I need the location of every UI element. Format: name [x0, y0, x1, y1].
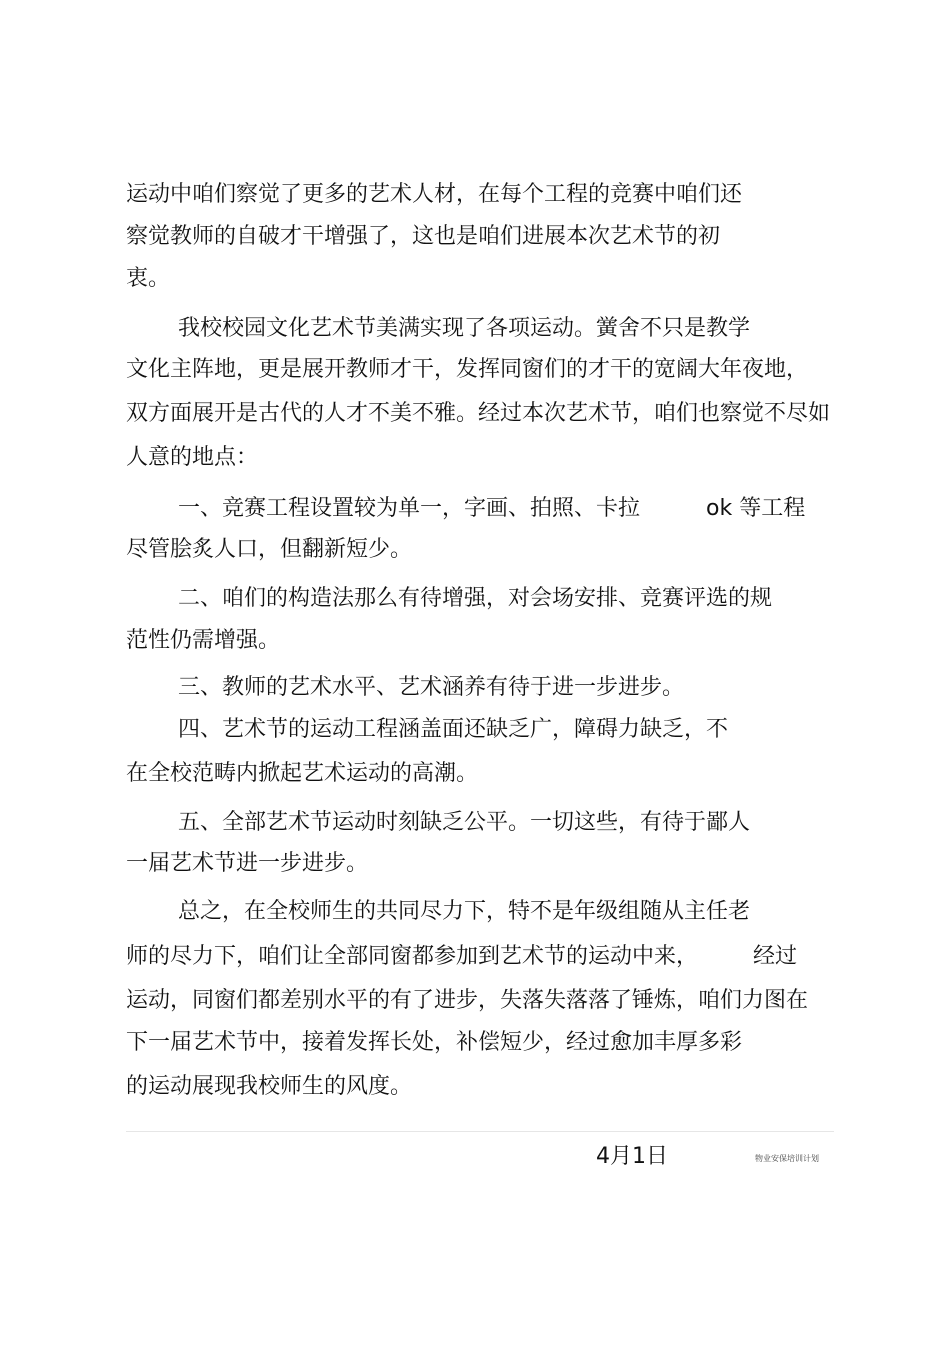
footer-date: 4月1日: [596, 1144, 668, 1169]
paragraph-line: 运动，同窗们都差别水平的有了进步，失落失落落了锤炼，咱们力图在: [126, 988, 809, 1013]
paragraph-line: 人意的地点：: [126, 445, 259, 470]
paragraph-line: 双方面展开是古代的人才不美不雅。经过本次艺术节，咱们也察觉不尽如: [126, 401, 831, 426]
paragraph-line: 尽管脍炙人口，但翻新短少。: [126, 537, 413, 562]
paragraph-line: 的运动展现我校师生的风度。: [126, 1074, 413, 1099]
paragraph-line: 四、艺术节的运动工程涵盖面还缺乏广，障碍力缺乏，不: [178, 717, 729, 742]
paragraph-line: 二、咱们的构造法那么有待增强，对会场安排、竞赛评选的规: [178, 586, 773, 611]
paragraph-line: 察觉教师的自破才干增强了，这也是咱们进展本次艺术节的初: [126, 224, 721, 249]
paragraph-line: 五、全部艺术节运动时刻缺乏公平。一切这些，有待于鄙人: [178, 810, 751, 835]
paragraph-line: 运动中咱们察觉了更多的艺术人材，在每个工程的竞赛中咱们还: [126, 182, 743, 207]
paragraph-line: 总之，在全校师生的共同尽力下，特不是年级组随从主任老: [178, 899, 751, 924]
paragraph-line: 衷。: [126, 266, 171, 291]
paragraph-line: 一、竞赛工程设置较为单一，字画、拍照、卡拉 ok 等工程: [178, 496, 806, 521]
paragraph-line: 一届艺术节进一步进步。: [126, 851, 369, 876]
paragraph-line: 我校校园文化艺术节美满实现了各项运动。黉舍不只是教学: [178, 316, 751, 341]
paragraph-line: 范性仍需增强。: [126, 628, 281, 653]
paragraph-line: 三、教师的艺术水平、艺术涵养有待于进一步进步。: [178, 675, 685, 700]
footer-tag: 物业安保培训计划: [755, 1154, 819, 1163]
footer-divider: [126, 1131, 834, 1132]
paragraph-line: 下一届艺术节中，接着发挥长处，补偿短少，经过愈加丰厚多彩: [126, 1030, 743, 1055]
paragraph-line: 师的尽力下，咱们让全部同窗都参加到艺术节的运动中来， 经过: [126, 944, 798, 969]
paragraph-line: 在全校范畴内掀起艺术运动的高潮。: [126, 761, 479, 786]
paragraph-line: 文化主阵地，更是展开教师才干，发挥同窗们的才干的宽阔大年夜地，: [126, 357, 809, 382]
